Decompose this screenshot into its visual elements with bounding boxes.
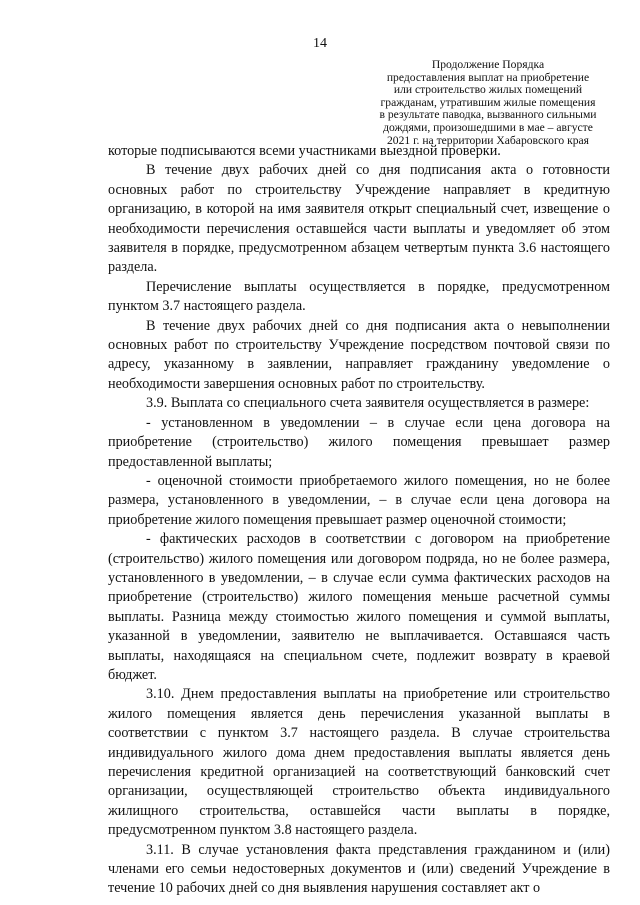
document-body bbox=[108, 142, 610, 899]
paragraph-section-3-9: 3.9. Выплата со специального счета заявителя осуществляется в размере: bbox=[146, 395, 590, 412]
paragraph: В течение двух рабочих дней со дня подписания акта о невыполнении основных работ по строительству Учреждение посредством почтовой связи по адресу, указанному в заявлении, направляет гражданину уведомление о необходимости завершения основных работ по строительству. bbox=[108, 317, 610, 392]
header-line: гражданам, утратившим жилые помещения bbox=[380, 95, 596, 109]
list-item: - установленном в уведомлении – в случае если цена договора на приобретение (строительство) жилого помещения превышает размер предоставленной выплаты; bbox=[108, 414, 610, 470]
document-header bbox=[352, 59, 624, 147]
paragraph-section-3-11: 3.11. В случае установления факта представления гражданином и (или) членами его семьи недостоверных документов и (или) сведений Учреждение в течение 10 рабочих дней со дня выявления нарушения составляет акт о bbox=[108, 841, 610, 897]
header-line: 2021 г. на территории Хабаровского края bbox=[386, 133, 590, 147]
header-line: дождями, произошедшими в мае – августе bbox=[383, 120, 593, 134]
paragraph-section-3-10: 3.10. Днем предоставления выплаты на приобретение или строительство жилого помещения является день перечисления указанной выплаты в соответствии с пунктом 3.7 настоящего раздела. В случае строительства индивидуального жилого дома днем предоставления выплаты является день перечисления кредитной организацией на соответствующий банковский счет организации, осуществляющей строительство объекта индивидуального жилищного строительства, оставшейся части выплаты в порядке, предусмотренном пунктом 3.8 настоящего раздела. bbox=[108, 686, 610, 839]
list-item: - оценочной стоимости приобретаемого жилого помещения, но не более размера, установленного в уведомлении, – в случае если цена договора на приобретение жилого помещения превышает размер оценочной стоимости; bbox=[108, 472, 610, 528]
list-item: - фактических расходов в соответствии с договором на приобретение (строительство) жилого помещения или договором подряда, но не более размера, установленного в уведомлении, – в случае если сумма фактических расходов на приобретение (строительство) жилого помещения меньше расчетной суммы выплаты. Разница между стоимостью жилого помещения и суммой выплаты, указанной в уведомлении, заявителю не выплачивается. Оставшаяся часть выплаты, находящаяся на специальном счете, подлежит возврату в краевой бюджет. bbox=[108, 531, 610, 683]
header-line: в результате паводка, вызванного сильными bbox=[379, 108, 597, 122]
header-line: Продолжение Порядка bbox=[431, 58, 545, 71]
header-line: или строительство жилых помещений bbox=[393, 83, 583, 97]
paragraph: Перечисление выплаты осуществляется в порядке, предусмотренном пунктом 3.7 настоящего раздела. bbox=[108, 278, 610, 315]
paragraph: В течение двух рабочих дней со дня подписания акта о готовности основных работ по строительству Учреждение направляет в кредитную организацию, в которой на имя заявителя открыт специальный счет, извещение о необходимости перечисления оставшейся части выплаты и уведомляет об этом заявителя в порядке, предусмотренном абзацем четвертым пункта 3.6 настоящего раздела. bbox=[108, 162, 610, 276]
paragraph-continuation: которые подписываются всеми участниками выездной проверки. bbox=[108, 143, 501, 159]
page-number: 14 bbox=[313, 36, 327, 51]
header-line: предоставления выплат на приобретение bbox=[386, 70, 590, 84]
